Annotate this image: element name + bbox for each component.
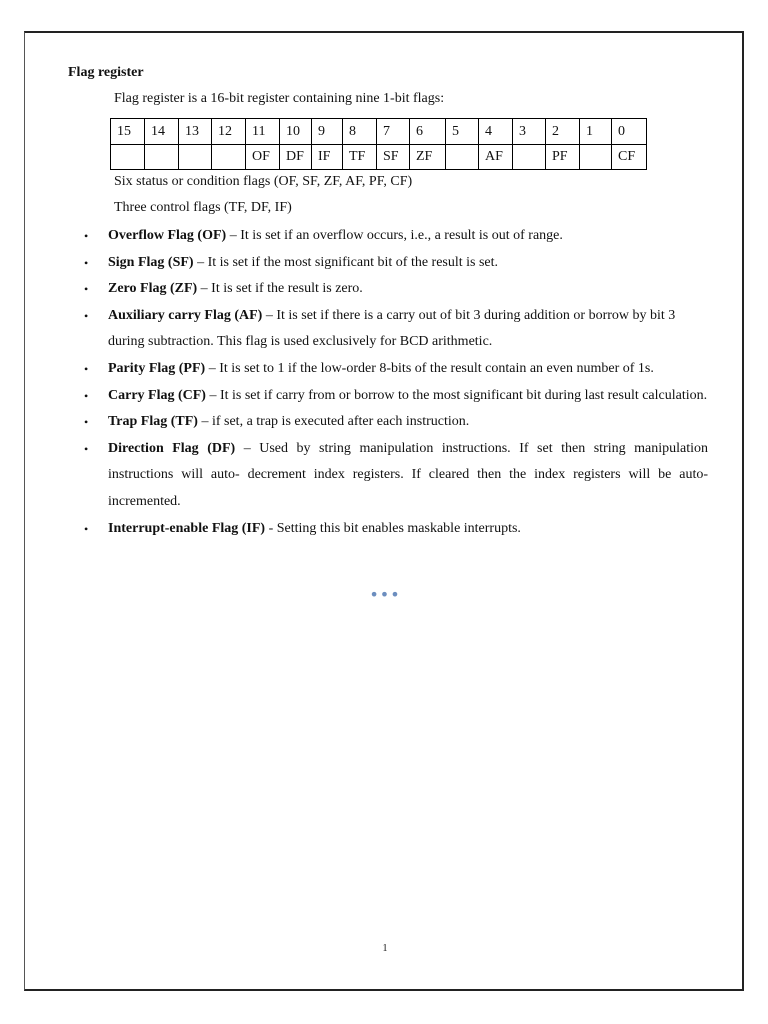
definition-text: – It is set if carry from or borrow to the most significant bit during last result calculation. [205, 387, 708, 403]
flag-name-cell [212, 145, 246, 170]
intro-text: Flag register is a 16-bit register containing nine 1-bit flags: [114, 91, 445, 106]
definition-text: - Setting this bit enables maskable interrupts. [265, 520, 521, 536]
more-pages-indicator[interactable]: ••• [369, 585, 401, 604]
list-item [84, 409, 708, 436]
bit-number-cell: 7 [377, 119, 410, 145]
definition-text: – It is set if the most significant bit of the result is set. [193, 254, 499, 270]
bit-number-row [111, 119, 647, 145]
list-item [84, 223, 708, 250]
definition-term: Parity Flag (PF) [108, 360, 206, 376]
control-flags-summary: Three control flags (TF, DF, IF) [114, 200, 292, 215]
definition-term: Overflow Flag (OF) [108, 228, 227, 243]
flag-name-cell: ZF [410, 145, 446, 170]
flag-name-cell [145, 145, 179, 170]
definition-term: Interrupt-enable Flag (IF) [108, 520, 266, 536]
definition-text: – It is set if an overflow occurs, i.e., a result is out of range. [226, 228, 563, 243]
definition-term: Sign Flag (SF) [108, 254, 194, 270]
flag-name-cell [446, 145, 479, 170]
list-item [84, 303, 708, 356]
bit-number-cell: 10 [280, 119, 312, 145]
page-number: 1 [382, 943, 388, 954]
flag-name-cell: AF [479, 145, 513, 170]
definition-term: Zero Flag (ZF) [108, 281, 198, 297]
bit-number-cell: 11 [246, 119, 280, 145]
bullet-icon: • [84, 229, 89, 243]
flag-name-cell: TF [343, 145, 377, 170]
document-page [24, 31, 744, 991]
bit-number-cell: 12 [212, 119, 246, 145]
bullet-icon: • [84, 415, 89, 430]
flag-name-cell: OF [246, 145, 280, 170]
flag-name-cell [179, 145, 212, 170]
bullet-icon: • [84, 361, 89, 376]
bit-number-cell: 9 [312, 119, 343, 145]
bit-number-cell: 2 [546, 119, 580, 145]
flag-name-cell [580, 145, 612, 170]
section-heading: Flag register [68, 65, 144, 80]
bit-number-cell: 8 [343, 119, 377, 145]
bit-number-cell: 1 [580, 119, 612, 145]
list-item [84, 516, 708, 543]
flag-name-row [111, 145, 647, 170]
bullet-icon: • [84, 521, 89, 536]
definition-text: – It is set if the result is zero. [197, 281, 363, 297]
flag-name-cell: SF [377, 145, 410, 170]
definition-term: Direction Flag (DF) [108, 440, 236, 456]
bit-number-cell: 4 [479, 119, 513, 145]
list-item [84, 436, 708, 516]
bullet-icon: • [84, 441, 89, 456]
flag-name-cell: DF [280, 145, 312, 170]
bit-number-cell: 13 [179, 119, 212, 145]
list-item [84, 250, 708, 277]
bullet-icon: • [84, 388, 89, 403]
bit-number-cell: 3 [513, 119, 546, 145]
list-item [84, 383, 708, 410]
flag-definition-list [84, 223, 708, 542]
flag-name-cell: IF [312, 145, 343, 170]
flag-name-cell: PF [546, 145, 580, 170]
definition-term: Trap Flag (TF) [108, 414, 198, 430]
bullet-icon: • [84, 308, 89, 323]
list-item [84, 356, 708, 383]
definition-term: Carry Flag (CF) [108, 387, 206, 403]
flag-name-cell [513, 145, 546, 170]
bit-number-cell: 6 [410, 119, 446, 145]
definition-text: – It is set if there is a carry out of bit 3 during addition or borrow by bit 3 during subtraction. This flag is used exclusively for BCD arithmetic. [108, 307, 676, 350]
definition-text: – if set, a trap is executed after each instruction. [197, 414, 470, 430]
bullet-icon: • [84, 282, 89, 297]
bit-number-cell: 5 [446, 119, 479, 145]
definition-text: – It is set to 1 if the low-order 8-bits of the result contain an even number of 1s. [205, 360, 654, 376]
flag-register-table [110, 118, 647, 170]
list-item [84, 276, 708, 303]
definition-text: – Used by string manipulation instructions. If set then string manipulation instructions will auto- decrement index registers. If cleared then the index registers will be auto-incremented. [108, 440, 709, 509]
status-flags-summary: Six status or condition flags (OF, SF, ZF, AF, PF, CF) [114, 174, 413, 189]
bit-number-cell: 14 [145, 119, 179, 145]
flag-name-cell: CF [612, 145, 647, 170]
flag-name-cell [111, 145, 145, 170]
definition-term: Auxiliary carry Flag (AF) [108, 307, 263, 323]
bit-number-cell: 0 [612, 119, 647, 145]
bit-number-cell: 15 [111, 119, 145, 145]
bullet-icon: • [84, 255, 89, 270]
